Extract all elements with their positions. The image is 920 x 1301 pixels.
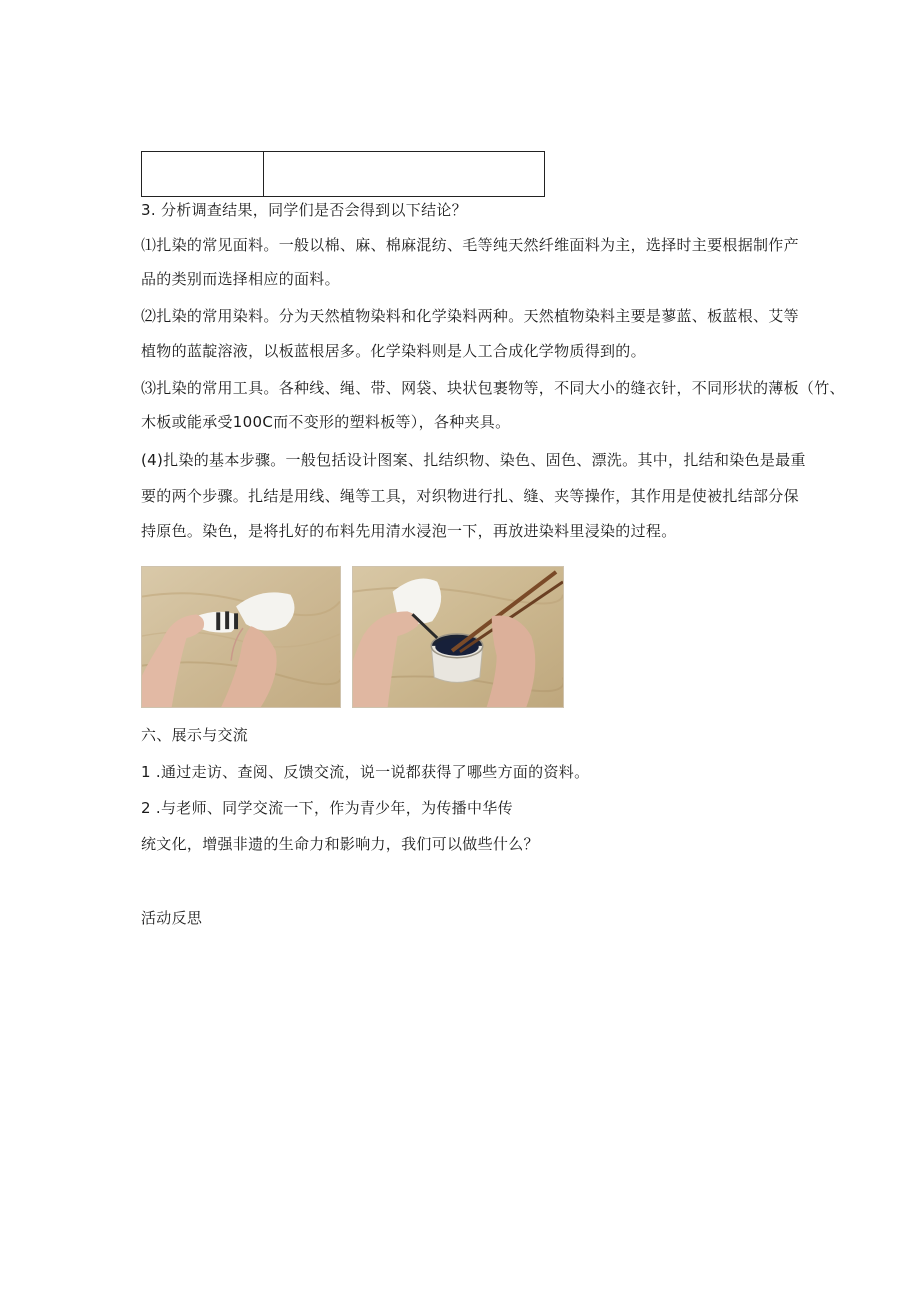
item3-line1: ⑶扎染的常用工具。各种线、绳、带、网袋、块状包裹物等，不同大小的缝衣针，不同形状的薄板（竹、 [141,379,845,397]
item1-line2: 品的类别而选择相应的面料。 [141,270,340,288]
section6-heading: 六、展示与交流 [141,726,249,744]
item2-line1: ⑵扎染的常用染料。分为天然植物染料和化学染料两种。天然植物染料主要是蓼蓝、板蓝根、艾等 [141,307,799,325]
question-2-line1: 2 .与老师、同学交流一下，作为青少年，为传播中华传 [141,799,513,817]
question-1: 1 .通过走访、查阅、反馈交流，说一说都获得了哪些方面的资料。 [141,763,590,781]
photo-dyeing-cloth [352,566,564,708]
item3-line2: 木板或能承受100C而不变形的塑料板等），各种夹具。 [141,413,511,431]
item4-line1: (4)扎染的基本步骤。一般包括设计图案、扎结织物、染色、固色、漂洗。其中，扎结和染色是最重 [141,451,806,469]
survey-table-fragment [141,151,545,197]
dyeing-cloth-illustration [353,567,563,707]
section3-heading: 3. 分析调查结果，同学们是否会得到以下结论？ [141,201,467,219]
reflection-heading: 活动反思 [141,909,203,927]
item2-line2: 植物的蓝靛溶液，以板蓝根居多。化学染料则是人工合成化学物质得到的。 [141,342,646,360]
photo-tying-cloth [141,566,341,708]
table-column-divider [263,152,264,196]
tying-cloth-illustration [142,567,340,707]
item4-line2: 要的两个步骤。扎结是用线、绳等工具，对织物进行扎、缝、夹等操作，其作用是使被扎结部分保 [141,487,799,505]
item1-line1: ⑴扎染的常见面料。一般以棉、麻、棉麻混纺、毛等纯天然纤维面料为主，选择时主要根据制作产 [141,236,799,254]
question-2-line2: 统文化，增强非遗的生命力和影响力，我们可以做些什么？ [141,835,539,853]
item4-line3: 持原色。染色，是将扎好的布料先用清水浸泡一下，再放进染料里浸染的过程。 [141,522,677,540]
